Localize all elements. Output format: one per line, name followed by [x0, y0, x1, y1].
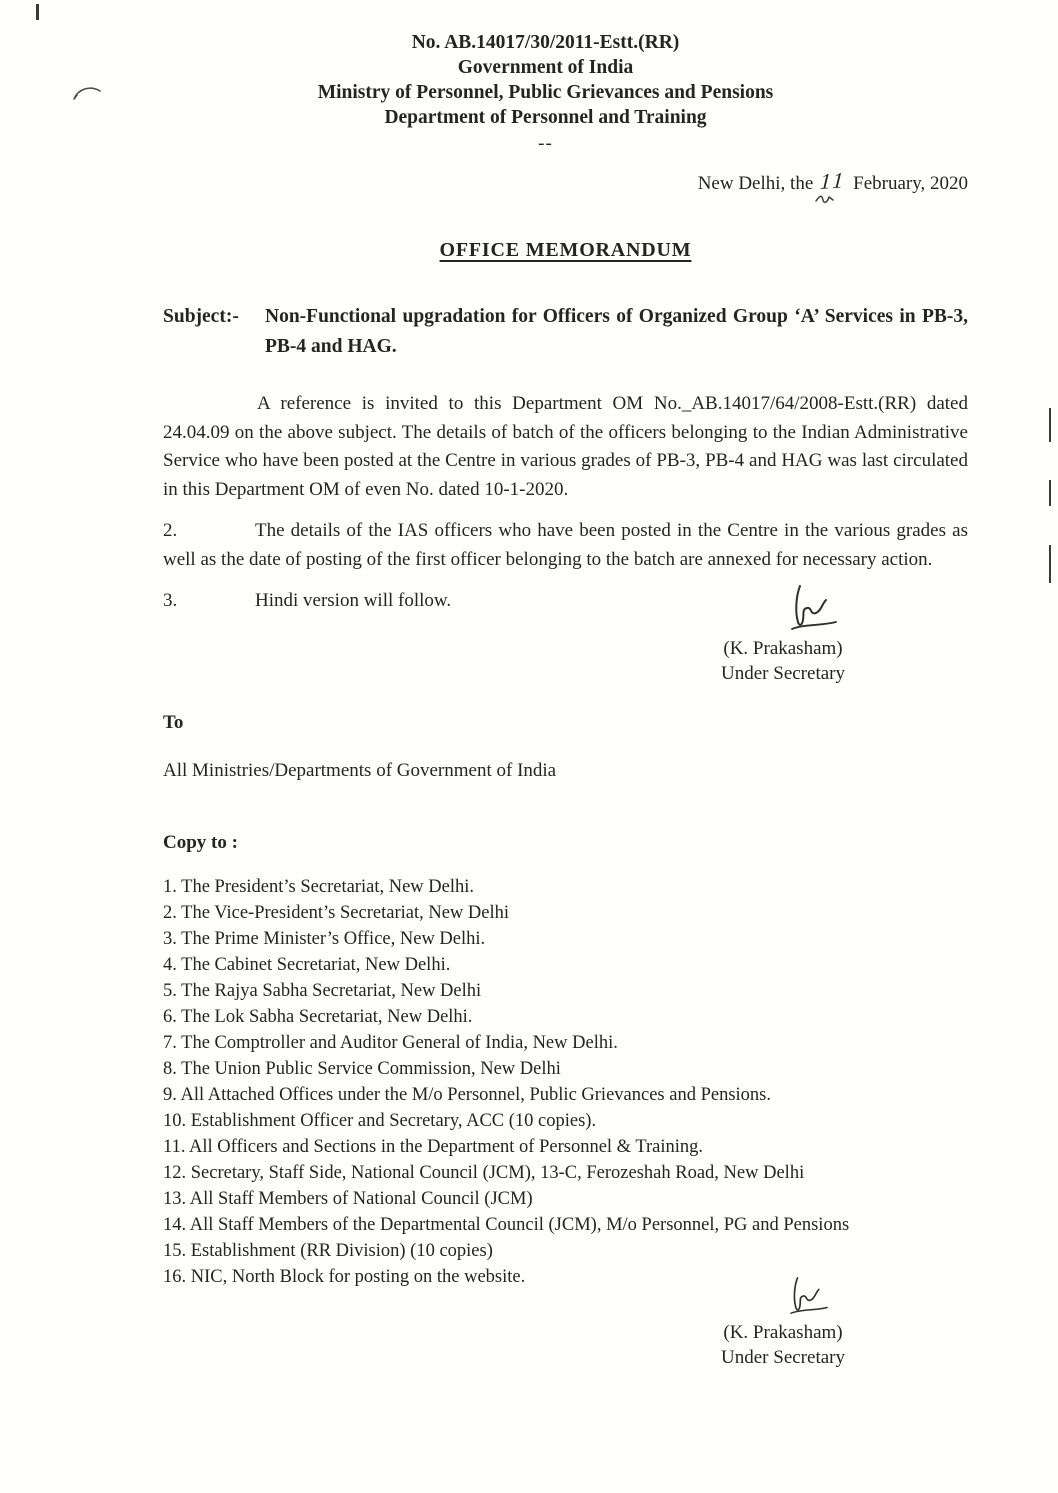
copy-to-item: 9. All Attached Offices under the M/o Personnel, Public Grievances and Pensions. [163, 1084, 771, 1105]
copy-to-item: 4. The Cabinet Secretariat, New Delhi. [163, 954, 451, 975]
signatory-name: (K. Prakasham) [723, 637, 843, 659]
signature-block-2 [668, 1274, 898, 1370]
copy-to-item: 10. Establishment Officer and Secretary, ACC (10 copies). [163, 1110, 597, 1131]
government-line: Government of India [457, 57, 634, 78]
signatory-designation: Under Secretary [721, 662, 845, 684]
handwritten-tick-artifact [814, 191, 836, 205]
ministry-line: Ministry of Personnel, Public Grievances and Pensions [317, 82, 774, 103]
dateline [163, 166, 968, 195]
copy-to-list [163, 874, 968, 1290]
copy-to-item: 6. The Lok Sabha Secretariat, New Delhi. [163, 1006, 473, 1027]
dateline-prefix: New Delhi, the [697, 173, 814, 194]
subject-label: Subject:- [163, 306, 239, 327]
letterhead [163, 30, 968, 130]
copy-to-item: 14. All Staff Members of the Departmental Council (JCM), M/o Personnel, PG and Pensions [163, 1214, 850, 1235]
paragraph-3-number: 3. [163, 590, 178, 611]
paragraph-2-number: 2. [163, 520, 178, 541]
copy-to-item: 1. The President’s Secretariat, New Delhi. [163, 876, 474, 897]
copy-to-item: 8. The Union Public Service Commission, New Delhi [163, 1058, 561, 1079]
copy-to-item: 13. All Staff Members of National Council (JCM) [163, 1188, 533, 1209]
copy-to-item: 3. The Prime Minister’s Office, New Delhi. [163, 928, 486, 949]
to-label: To [163, 711, 184, 733]
paragraph-2 [163, 517, 968, 574]
paragraph-1: A reference is invited to this Department OM No._AB.14017/64/2008-Estt.(RR) dated 24.04.09 on the above subject. The details of batch of the officers belonging to the Indian Administrative Service who have been posted at the Centre in various grades of PB-3, PB-4 and HAG was last circulated in this Department OM of even No. dated 10-1-2020. [163, 393, 968, 500]
subject-text: Non-Functional upgradation for Officers of Organized Group ‘A’ Services in PB-3, PB-4 and HAG. [265, 306, 968, 357]
to-recipients: All Ministries/Departments of Government of India [163, 759, 557, 781]
signature-block [668, 582, 898, 686]
scan-line-artifact [36, 4, 39, 20]
signature-scribble [786, 1274, 832, 1318]
paragraph-2-text: The details of the IAS officers who have been posted in the Centre in the various grades as well as the date of posting of the first officer belonging to the batch are annexed for necessary action. [163, 520, 968, 570]
scan-line-artifact [1049, 545, 1051, 583]
subject-line [163, 302, 968, 362]
scan-line-artifact [1049, 408, 1051, 442]
paragraph-3-text: Hindi version will follow. [255, 590, 452, 611]
copy-to-item: 12. Secretary, Staff Side, National Council (JCM), 13-C, Ferozeshah Road, New Delhi [163, 1162, 805, 1183]
reference-number: No. AB.14017/30/2011-Estt.(RR) [411, 32, 680, 53]
pen-mark-artifact [70, 85, 106, 111]
dateline-suffix: February, 2020 [853, 173, 968, 194]
copy-to-item: 5. The Rajya Sabha Secretariat, New Delhi [163, 980, 482, 1001]
copy-to-item: 2. The Vice-President’s Secretariat, New Delhi [163, 902, 509, 923]
handwritten-day: 11 [819, 166, 848, 195]
signatory-designation: Under Secretary [721, 1346, 845, 1368]
separator-dashes: -- [538, 133, 553, 154]
copy-to-label: Copy to : [163, 831, 238, 853]
document-title: OFFICE MEMORANDUM [439, 239, 692, 261]
copy-to-item: 16. NIC, North Block for posting on the website. [163, 1266, 526, 1287]
signature-scribble [786, 582, 842, 634]
copy-to-item: 15. Establishment (RR Division) (10 copies) [163, 1240, 493, 1261]
department-line: Department of Personnel and Training [384, 107, 707, 128]
signatory-name: (K. Prakasham) [723, 1321, 843, 1343]
scan-line-artifact [1049, 480, 1051, 506]
copy-to-item: 11. All Officers and Sections in the Department of Personnel & Training. [163, 1136, 704, 1157]
copy-to-item: 7. The Comptroller and Auditor General of India, New Delhi. [163, 1032, 618, 1053]
